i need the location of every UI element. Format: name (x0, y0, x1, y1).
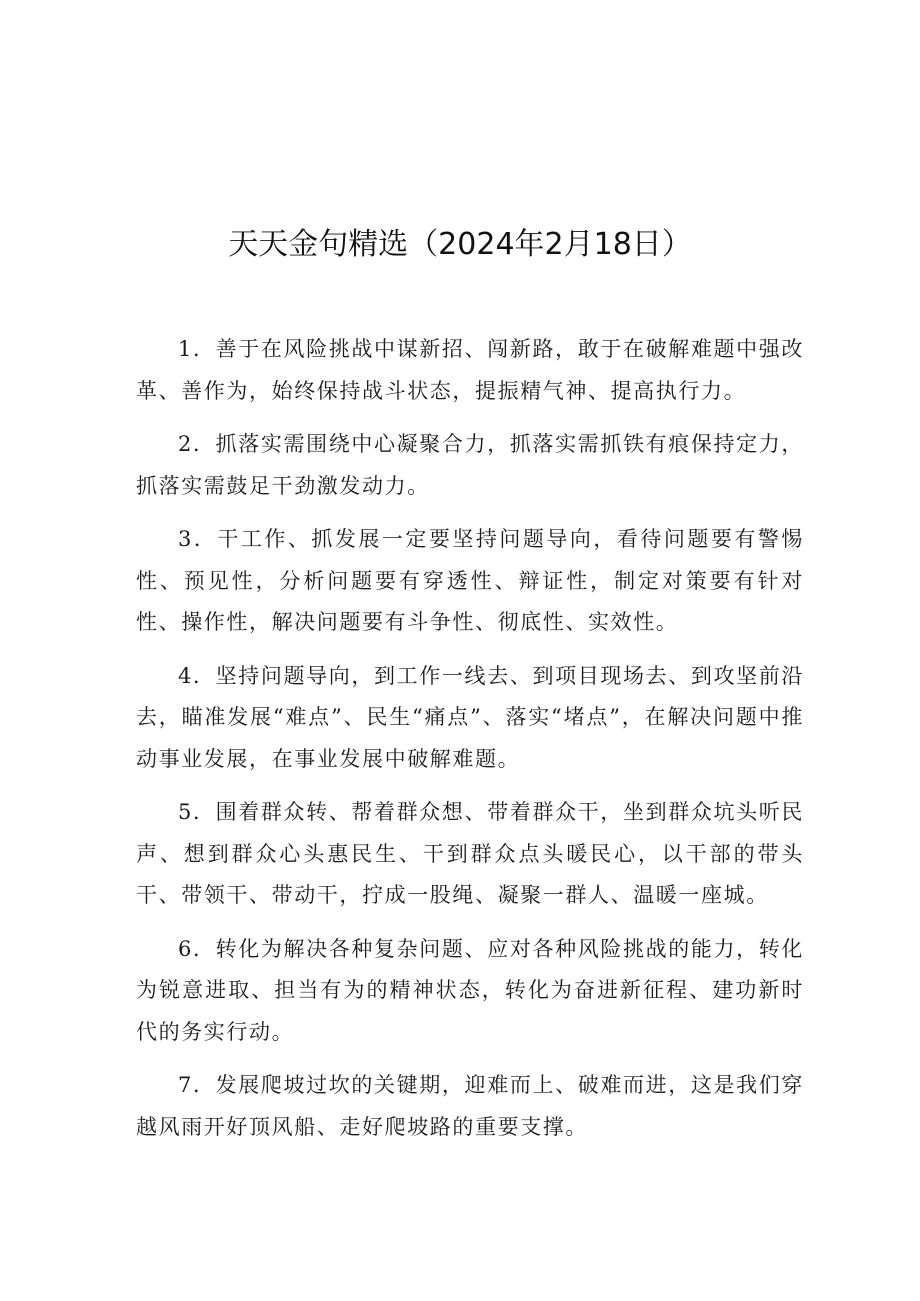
paragraph-7: 7．发展爬坡过坎的关键期，迎难而上、破难而进，这是我们穿越风雨开好顶风船、走好爬坡路的重要支撑。 (136, 1073, 804, 1139)
paragraph-4: 4．坚持问题导向，到工作一线去、到项目现场去、到攻坚前沿去，瞄准发展“难点”、民生“痛点”、落实“堵点”，在解决问题中推动事业发展，在事业发展中破解难题。 (136, 663, 804, 771)
paragraph-1: 1．善于在风险挑战中谋新招、闯新路，敢于在破解难题中强改革、善作为，始终保持战斗状态，提振精气神、提高执行力。 (136, 337, 804, 403)
paragraph-3: 3．干工作、抓发展一定要坚持问题导向，看待问题要有警惕性、预见性，分析问题要有穿透性、辩证性，制定对策要有针对性、操作性，解决问题要有斗争性、彻底性、实效性。 (136, 527, 804, 634)
paragraph-2: 2．抓落实需围绕中心凝聚合力，抓落实需抓铁有痕保持定力，抓落实需鼓足干劲激发动力。 (136, 432, 804, 498)
paragraph-5: 5．围着群众转、帮着群众想、带着群众干，坐到群众坑头听民声、想到群众心头惠民生、干到群众点头暖民心，以干部的带头干、带领干、带动干，拧成一股绳、凝聚一群人、温暖一座城。 (136, 800, 804, 907)
page-title: 天天金句精选（2024年2月18日） (228, 227, 692, 262)
document-body (136, 329, 804, 1160)
paragraph-6: 6．转化为解决各种复杂问题、应对各种风险挑战的能力，转化为锐意进取、担当有为的精神状态，转化为奋进新征程、建功新时代的务实行动。 (136, 936, 804, 1044)
